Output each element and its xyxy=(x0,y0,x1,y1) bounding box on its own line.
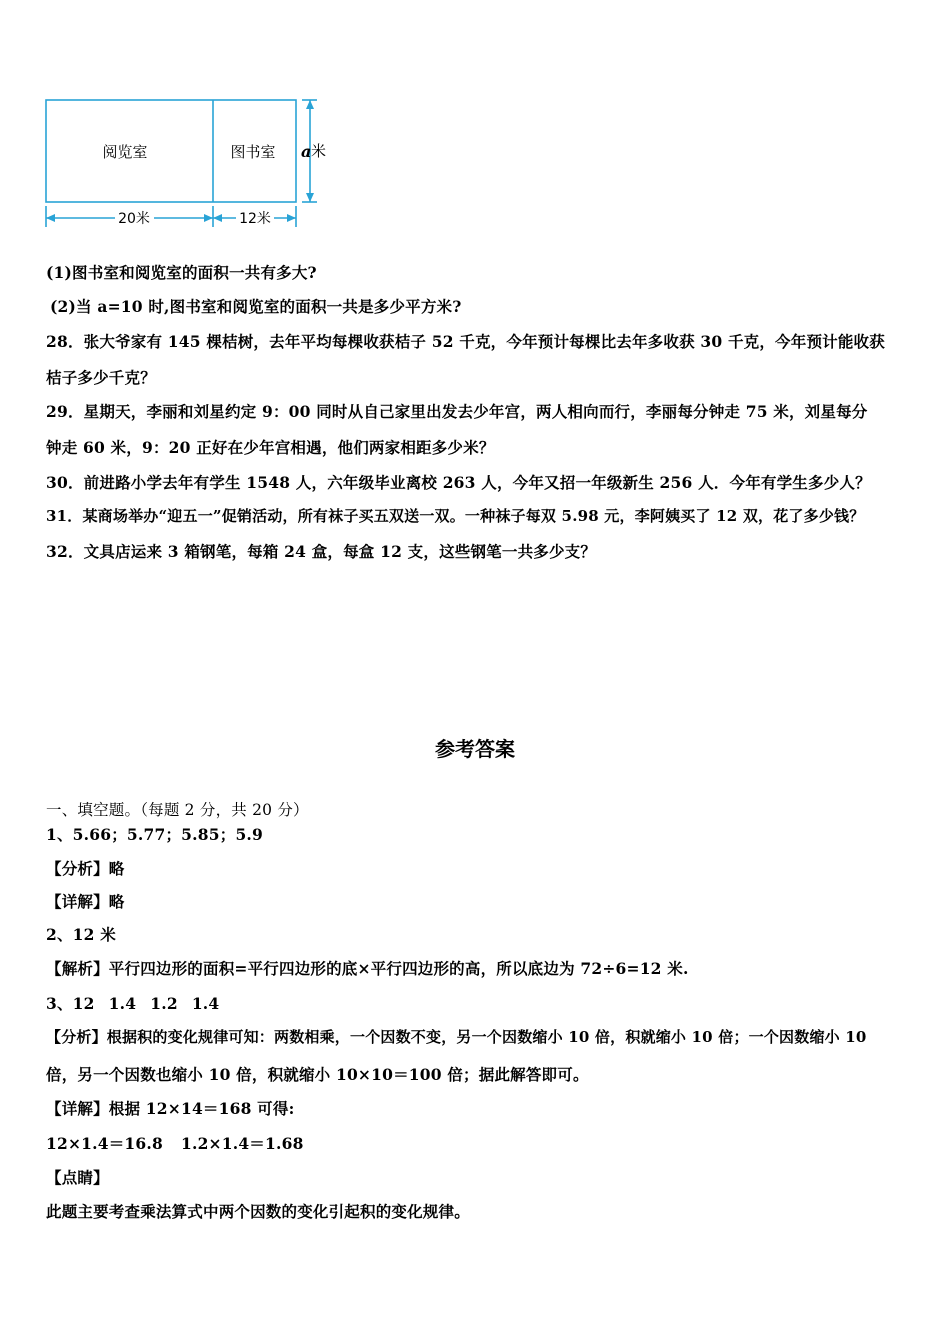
width-left-label: 20米 xyxy=(118,211,150,227)
height-variable: a xyxy=(301,142,312,161)
answer-3-analysis-line-2: 倍，另一个因数也缩小 10 倍，积就缩小 10×10＝100 倍；据此解答即可。 xyxy=(46,1065,589,1084)
answer-1-analysis: 【分析】略 xyxy=(46,859,125,878)
question-30: 30．前进路小学去年有学生 1548 人，六年级毕业离校 263 人，今年又招一年级新生 256 人．今年有学生多少人？ xyxy=(46,473,871,492)
answer-1-detail: 【详解】略 xyxy=(46,892,125,911)
reading-room-label: 阅览室 xyxy=(102,143,148,161)
question-27-part-2: (2)当 a=10 时,图书室和阅览室的面积一共是多少平方米? xyxy=(50,297,462,316)
answer-3-point-text: 此题主要考查乘法算式中两个因数的变化引起积的变化规律。 xyxy=(46,1202,470,1221)
question-31: 31．某商场举办“迎五一”促销活动，所有袜子买五双送一双。一种袜子每双 5.98 元，李阿姨买了 12 双，花了多少钱？ xyxy=(46,507,865,525)
question-29-line-2: 钟走 60 米，9：20 正好在少年宫相遇，他们两家相距多少米？ xyxy=(46,438,495,457)
question-29-line-1: 29．星期天，李丽和刘星约定 9：00 同时从自己家里出发去少年宫，两人相向而行，李丽每分钟走 75 米，刘星每分 xyxy=(46,402,868,421)
answer-3-calculation xyxy=(46,1132,304,1154)
answers-title: 参考答案 xyxy=(435,737,515,761)
answer-2-explanation: 【解析】平行四边形的面积=平行四边形的底×平行四边形的高，所以底边为 72÷6=12 米. xyxy=(46,959,689,978)
calc-2: 1.2×1.4＝1.68 xyxy=(180,1134,304,1153)
answer-3-point-label: 【点睛】 xyxy=(46,1168,109,1187)
answer-1: 1、5.66；5.77；5.85；5.9 xyxy=(46,825,264,844)
question-27-part-1: (1)图书室和阅览室的面积一共有多大? xyxy=(46,263,317,282)
answer-2: 2、12 米 xyxy=(46,925,116,944)
question-28-line-1: 28．张大爷家有 145 棵桔树，去年平均每棵收获桔子 52 千克，今年预计每棵比去年多收获 30 千克，今年预计能收获 xyxy=(46,332,885,351)
answer-3-detail: 【详解】根据 12×14＝168 可得: xyxy=(46,1099,295,1118)
answer-3-value-3: 1.2 xyxy=(150,994,178,1013)
room-diagram xyxy=(40,92,340,242)
library-label: 图书室 xyxy=(230,143,276,161)
question-32: 32．文具店运来 3 箱钢笔，每箱 24 盒，每盒 12 支，这些钢笔一共多少支？ xyxy=(46,542,597,561)
answer-3-value-1: 3、12 xyxy=(46,994,95,1013)
section-heading: 一、填空题。（每题 2 分，共 20 分） xyxy=(46,801,309,819)
answer-3-value-4: 1.4 xyxy=(191,994,220,1013)
width-right-label: 12米 xyxy=(239,211,271,227)
question-28-line-2: 桔子多少千克？ xyxy=(46,368,156,387)
calc-1: 12×1.4＝16.8 xyxy=(46,1134,163,1153)
answer-3-value-2: 1.4 xyxy=(108,994,137,1013)
answer-3 xyxy=(46,992,219,1014)
height-unit: 米 xyxy=(311,142,327,160)
answer-3-analysis-line-1: 【分析】根据积的变化规律可知：两数相乘，一个因数不变，另一个因数缩小 10 倍，积就缩小 10 倍；一个因数缩小 10 xyxy=(46,1028,867,1046)
